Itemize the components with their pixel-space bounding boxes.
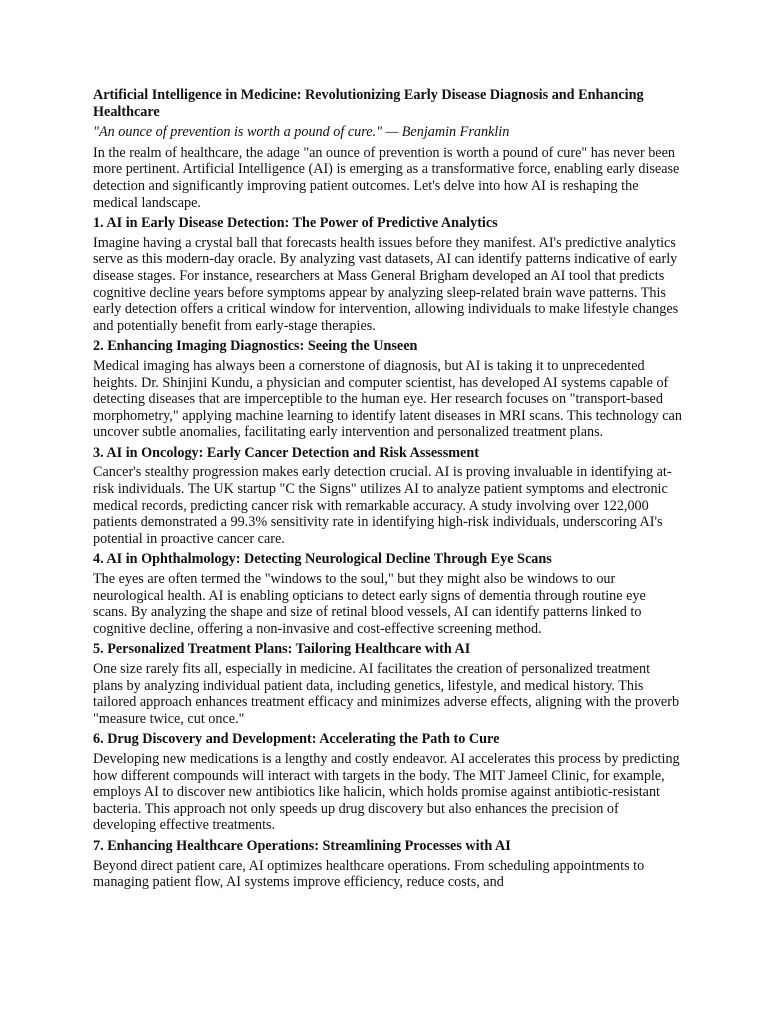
section-heading-2: 2. Enhancing Imaging Diagnostics: Seeing the Unseen xyxy=(93,338,418,355)
section-heading-5: 5. Personalized Treatment Plans: Tailoring Healthcare with AI xyxy=(93,641,471,658)
section-heading-3: 3. AI in Oncology: Early Cancer Detection and Risk Assessment xyxy=(93,444,479,461)
section-body-2: Medical imaging has always been a cornerstone of diagnosis, but AI is taking it to unprecedented heights. Dr. Shinjini Kundu, a physician and computer scientist, has developed AI systems capable of detecting diseases that are imperceptible to the human eye. Her research focuses on "transport-based morphometry," applying machine learning to identify latent diseases in MRI scans. This technology can uncover subtle anomalies, facilitating early intervention and personalized treatment plans. xyxy=(93,357,682,441)
section-body-4: The eyes are often termed the "windows to the soul," but they might also be windows to our neurological health. AI is enabling opticians to detect early signs of dementia through routine eye scans. By analyzing the shape and size of retinal blood vessels, AI can identify patterns linked to cognitive decline, offering a non-invasive and cost-effective screening method. xyxy=(93,571,646,637)
document-page xyxy=(93,87,683,895)
document-title: Artificial Intelligence in Medicine: Revolutionizing Early Disease Diagnosis and Enhancing Healthcare xyxy=(93,87,644,120)
section-body-6: Developing new medications is a lengthy and costly endeavor. AI accelerates this process by predicting how different compounds will interact with targets in the body. The MIT Jameel Clinic, for example, employs AI to discover new antibiotics like halicin, which holds promise against antibiotic-resistant bacteria. This approach not only speeds up drug discovery but also enhances the precision of developing effective treatments. xyxy=(93,750,680,834)
section-body-7: Beyond direct patient care, AI optimizes healthcare operations. From scheduling appointments to managing patient flow, AI systems improve efficiency, reduce costs, and xyxy=(93,857,645,891)
intro-paragraph: In the realm of healthcare, the adage "an ounce of prevention is worth a pound of cure" has never been more pertinent. Artificial Intelligence (AI) is emerging as a transformative force, enabling early disease detection and significantly improving patient outcomes. Let's delve into how AI is reshaping the medical landscape. xyxy=(93,144,680,211)
section-body-1: Imagine having a crystal ball that forecasts health issues before they manifest. AI's predictive analytics serve as this modern-day oracle. By analyzing vast datasets, AI can identify patterns indicative of early disease stages. For instance, researchers at Mass General Brigham developed an AI tool that predicts cognitive decline years before symptoms appear by analyzing sleep-related brain wave patterns. This early detection offers a critical window for intervention, allowing individuals to make lifestyle changes and potentially benefit from early-stage therapies. xyxy=(93,234,679,334)
section-heading-4: 4. AI in Ophthalmology: Detecting Neurological Decline Through Eye Scans xyxy=(93,551,552,568)
epigraph-quote: "An ounce of prevention is worth a pound of cure." — Benjamin Franklin xyxy=(93,124,510,141)
section-heading-1: 1. AI in Early Disease Detection: The Power of Predictive Analytics xyxy=(93,215,498,232)
section-body-3: Cancer's stealthy progression makes early detection crucial. AI is proving invaluable in identifying at-risk individuals. The UK startup "C the Signs" utilizes AI to analyze patient symptoms and electronic medical records, predicting cancer risk with remarkable accuracy. A study involving over 122,000 patients demonstrated a 99.3% sensitivity rate in identifying high-risk individuals, underscoring AI's potential in proactive cancer care. xyxy=(93,464,672,547)
section-heading-6: 6. Drug Discovery and Development: Accelerating the Path to Cure xyxy=(93,731,500,748)
section-body-5: One size rarely fits all, especially in medicine. AI facilitates the creation of personalized treatment plans by analyzing individual patient data, including genetics, lifestyle, and medical history. This tailored approach enhances treatment efficacy and minimizes adverse effects, aligning with the proverb "measure twice, cut once." xyxy=(93,661,680,727)
section-heading-7: 7. Enhancing Healthcare Operations: Streamlining Processes with AI xyxy=(93,837,511,854)
